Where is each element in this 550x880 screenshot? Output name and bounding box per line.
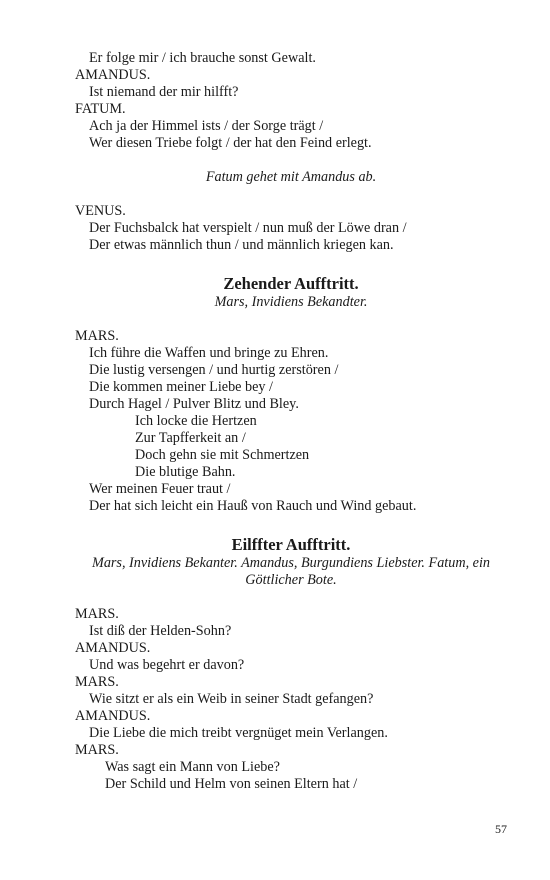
verse-line: Ach ja der Himmel ists / der Sorge trägt / bbox=[89, 118, 324, 134]
verse-line: Die Liebe die mich treibt vergnüget mein Verlangen. bbox=[89, 725, 388, 741]
verse-line: Ich führe die Waffen und bringe zu Ehren. bbox=[89, 345, 329, 361]
page-body bbox=[75, 50, 507, 793]
verse-line: Er folge mir / ich brauche sonst Gewalt. bbox=[89, 50, 316, 66]
page-number: 57 bbox=[495, 822, 507, 836]
verse-line: Wie sitzt er als ein Weib in seiner Stadt gefangen? bbox=[89, 691, 374, 707]
verse-line: Ich locke die Hertzen bbox=[135, 413, 257, 429]
speaker-name: AMANDUS. bbox=[75, 708, 151, 724]
scene-characters: Mars, Invidiens Bekandter. bbox=[214, 294, 368, 310]
scene-heading: Zehender Aufftritt. bbox=[223, 274, 359, 293]
verse-line: Die blutige Bahn. bbox=[135, 464, 236, 480]
spacer bbox=[75, 311, 507, 328]
speaker-name: FATUM. bbox=[75, 101, 126, 117]
verse-line: Doch gehn sie mit Schmertzen bbox=[135, 447, 310, 463]
speaker-name: MARS. bbox=[75, 674, 119, 690]
verse-line: Der etwas männlich thun / und männlich kriegen kan. bbox=[89, 237, 394, 253]
verse-line: Der Fuchsbalck hat verspielt / nun muß der Löwe dran / bbox=[89, 220, 407, 236]
verse-line: Der hat sich leicht ein Hauß von Rauch und Wind gebaut. bbox=[89, 498, 417, 514]
verse-line: Die kommen meiner Liebe bey / bbox=[89, 379, 273, 395]
speaker-name: VENUS. bbox=[75, 203, 126, 219]
spacer bbox=[75, 515, 507, 535]
spacer bbox=[75, 589, 507, 606]
verse-line: Ist niemand der mir hilfft? bbox=[89, 84, 239, 100]
speaker-name: MARS. bbox=[75, 328, 119, 344]
verse-line: Was sagt ein Mann von Liebe? bbox=[105, 759, 280, 775]
verse-line: Wer diesen Triebe folgt / der hat den Feind erlegt. bbox=[89, 135, 372, 151]
speaker-name: MARS. bbox=[75, 606, 119, 622]
speaker-name: AMANDUS. bbox=[75, 67, 151, 83]
verse-line: Und was begehrt er davon? bbox=[89, 657, 245, 673]
verse-line: Der Schild und Helm von seinen Eltern hat / bbox=[105, 776, 358, 792]
scene-characters: Mars, Invidiens Bekanter. Amandus, Burgundiens Liebster. Fatum, ein Göttlicher Bote. bbox=[92, 555, 490, 588]
spacer bbox=[75, 186, 507, 203]
verse-line: Durch Hagel / Pulver Blitz und Bley. bbox=[89, 396, 299, 412]
speaker-name: AMANDUS. bbox=[75, 640, 151, 656]
spacer bbox=[75, 152, 507, 169]
spacer bbox=[75, 254, 507, 274]
scene-heading: Eilffter Aufftritt. bbox=[231, 535, 351, 554]
verse-line: Die lustig versengen / und hurtig zerstören / bbox=[89, 362, 339, 378]
verse-line: Ist diß der Helden-Sohn? bbox=[89, 623, 232, 639]
speaker-name: MARS. bbox=[75, 742, 119, 758]
verse-line: Wer meinen Feuer traut / bbox=[89, 481, 231, 497]
verse-line: Zur Tapfferkeit an / bbox=[135, 430, 246, 446]
stage-direction: Fatum gehet mit Amandus ab. bbox=[205, 169, 377, 185]
